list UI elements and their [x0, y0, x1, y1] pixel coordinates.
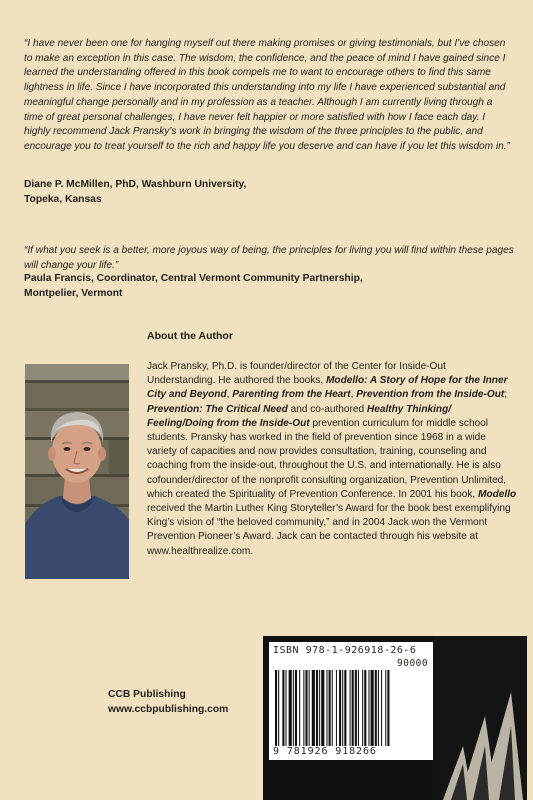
barcode-bar: [355, 670, 357, 746]
barcode-bar: [299, 670, 300, 746]
barcode-bar: [378, 670, 379, 746]
barcode-bar: [305, 670, 307, 746]
book-title: Parenting from the Heart: [232, 389, 351, 401]
barcode-bar: [321, 670, 324, 746]
bio-text: ;: [504, 389, 508, 401]
barcode-bar: [295, 670, 297, 746]
testimonial-quote-1: “I have never been one for hanging myself out there making promises or giving testimonials, but I’ve chosen to make an exception in this case. The wisdom, the confidence, and the peace of mind I have gained since I learned the understanding offered in this book compels me to want to encourage others to find this same lightness in life. Since I have incorporated this understanding into my life I have experienced substantial and meaningful change personally and in my profession as a teacher. Although I am currently living through a time of great personal challenges, I have never felt happier or more satisfied with how I face each day. I highly recommend Jack Pransky’s work in bringing the wisdom of the three principles to the public, and encourage you to treat yourself to the rich and happy life you deserve and can have if you let this wisdom in.”: [24, 38, 510, 152]
book-title: Prevention: The Critical Need: [147, 403, 288, 415]
publisher-url: www.ccbpublishing.com: [108, 704, 229, 715]
bio-text: Jack Pransky, Ph.D. is founder/director of the Center for Inside-Out Understanding. He authored the books,: [147, 361, 446, 387]
testimonial-name-2: Paula Francis, Coordinator, Central Vermont Community Partnership,: [24, 273, 363, 284]
publisher-block: [108, 687, 228, 717]
barcode-bar: [336, 670, 337, 746]
book-title: Modello: A Story of Hope for the Inner City and Beyond: [147, 375, 508, 401]
barcode-bar: [381, 670, 382, 746]
barcode-bar: [278, 670, 279, 746]
barcode-bar: [326, 670, 327, 746]
barcode-bar: [352, 670, 354, 746]
bio-text: ,: [226, 389, 233, 401]
barcode-bar: [329, 670, 331, 746]
isbn-label: ISBN 978-1-926918-26-6: [273, 645, 417, 656]
author-portrait-illustration: [25, 364, 129, 579]
barcode-bar: [375, 670, 377, 746]
ean-digits: 9 781926 918266: [273, 746, 377, 757]
testimonial-quote-2: “If what you seek is a better, more joyous way of being, the principles for living you will find within these pages will change your life.”: [24, 245, 514, 271]
bio-text: prevention curriculum for middle school students. Pransky has worked in the field of prevention since 1968 in a wide variety of capacities and now provides consultation, training, counseling and coaching from the inside-out, throughout the U.S. and internationally. He is also cofounder/director of the nonprofit consulting organization, Prevention Unlimited, which created the Spirituality of Prevention Conference. In 2001 his book,: [147, 417, 507, 500]
bio-text: and co-authored: [287, 403, 367, 415]
barcode-bar: [350, 670, 351, 746]
barcode-bar: [358, 670, 359, 746]
barcode-bar: [293, 670, 294, 746]
testimonial-place-1: Topeka, Kansas: [24, 194, 102, 206]
barcode-bar: [387, 670, 389, 746]
barcode-bar: [371, 670, 374, 746]
barcode-bar: [286, 670, 287, 746]
book-title: Healthy Thinking/ Feeling/Doing from the Inside-Out: [147, 403, 452, 429]
barcode-bar: [339, 670, 341, 746]
barcode-bar: [289, 670, 292, 746]
barcode-bar: [332, 670, 333, 746]
testimonial-name-1: Diane P. McMillen, PhD, Washburn University,: [24, 179, 247, 190]
book-title: Modello: [478, 488, 517, 500]
book-title: Prevention from the Inside-Out: [356, 389, 505, 401]
barcode-bar: [309, 670, 310, 746]
isbn-barcode: [269, 642, 433, 760]
bio-text: ,: [350, 389, 357, 401]
barcode-bar: [275, 670, 277, 746]
author-bio: [147, 360, 517, 559]
about-author-heading: About the Author: [147, 330, 233, 342]
price-code: 90000: [397, 658, 429, 669]
barcode-bar: [282, 670, 284, 746]
barcode-bar: [312, 670, 315, 746]
bio-text: received the Martin Luther King Storyteller’s Award for the book best exemplifying King’s vision of “the beloved community,” and in 2004 Jack won the Vermont Prevention Pioneer’s Award. Jack can be contacted through his website at www.healthrealize.com.: [147, 503, 511, 557]
testimonial-place-2: Montpelier, Vermont: [24, 288, 123, 300]
barcode-bar: [364, 670, 366, 746]
author-photo: [25, 364, 129, 579]
barcode-bar: [385, 670, 386, 746]
barcode-bar: [344, 670, 346, 746]
barcode-bar: [303, 670, 304, 746]
testimonial-attribution-1: [24, 177, 514, 207]
barcode-bar: [342, 670, 343, 746]
barcode-bar: [316, 670, 318, 746]
publisher-emblem: [433, 636, 527, 800]
barcode-bar: [368, 670, 369, 746]
barcode-bar: [319, 670, 320, 746]
barcode-bar: [362, 670, 363, 746]
publisher-name: CCB Publishing: [108, 689, 186, 700]
barcode-area: [263, 636, 527, 800]
barcode-bars: [273, 670, 429, 746]
testimonial-attribution-2: [24, 271, 514, 301]
